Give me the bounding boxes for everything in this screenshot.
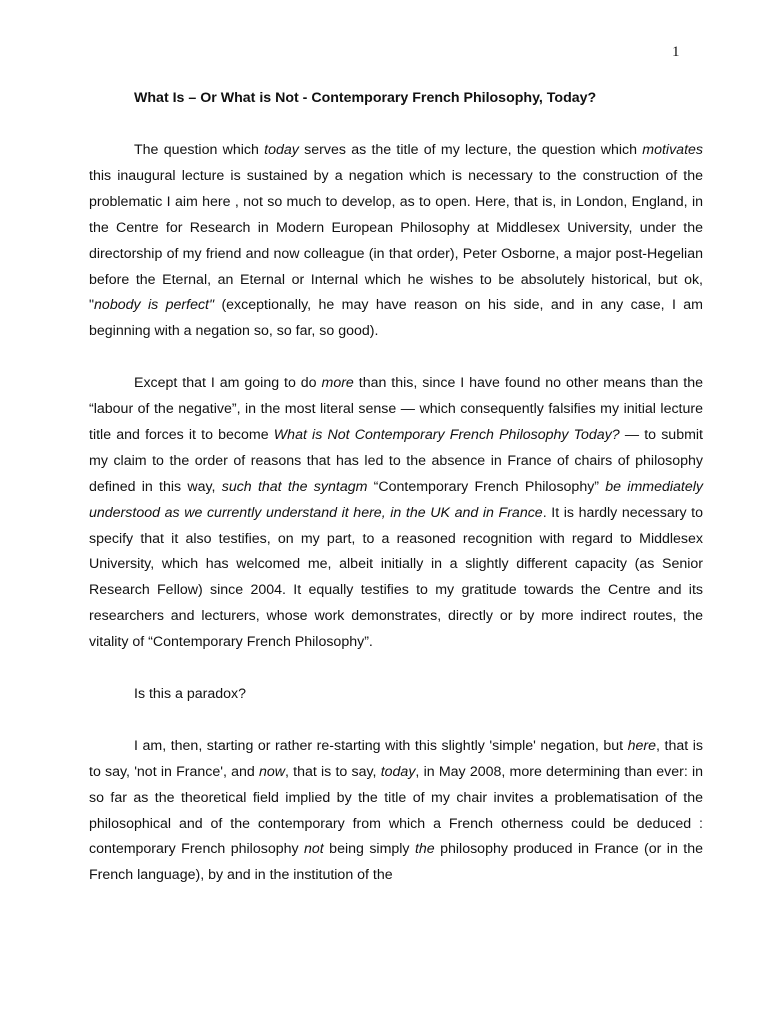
italic-run: the — [414, 841, 435, 858]
text-run: (exceptionally, he may have reason on his side, and in any case, I am beginning with a negation so, so far, so good). — [89, 297, 703, 340]
text-run: , that is to say, — [285, 763, 381, 780]
italic-run: now — [258, 763, 286, 780]
text-run: being simply — [323, 841, 415, 858]
italic-run: more — [321, 375, 354, 392]
italic-run: motivates — [642, 142, 703, 158]
text-run: , that is to say, 'not in France', and — [89, 737, 703, 780]
text-run: “Contemporary French Philosophy” — [367, 478, 606, 495]
text-run: I am, then, starting or rather re-starting with this slightly 'simple' negation, but — [134, 737, 628, 754]
italic-run: such that the syntagm — [221, 478, 368, 495]
italic-run: not — [304, 841, 324, 858]
text-run: , in May 2008, more determining than ever: in so far as the theoretical field implied by the title of my chair invites a problematisation of the philosophical and of the contemporary from which a French otherness could be deduced : contemporary French philosophy — [89, 763, 704, 858]
page-number: 1 — [672, 44, 680, 60]
text-run: than this, since I have found no other means than the “labour of the negative”, in the most literal sense — which consequently falsifies my initial lecture title and forces it to become — [89, 375, 703, 443]
paragraph — [89, 682, 703, 708]
document-body — [89, 138, 703, 889]
italic-run: today — [264, 142, 299, 158]
paragraph — [89, 371, 703, 656]
document-title: What Is – Or What is Not - Contemporary French Philosophy, Today? — [134, 90, 597, 106]
text-run: philosophy produced in France (or in the French language), by and in the institution of the — [89, 841, 703, 884]
text-run: serves as the title of my lecture, the question which — [298, 142, 643, 158]
text-run: The question which — [134, 142, 265, 158]
italic-run: What is Not Contemporary French Philosophy Today? — [273, 426, 620, 443]
text-run: . It is hardly necessary to specify that it also testifies, on my part, to a reasoned recognition with regard to Middlesex University, which has welcomed me, albeit initially in a slightly different capacity (as Senior Research Fellow) since 2004. It equally testifies to my gratitude towards the Centre and its researchers and lecturers, whose work demonstrates, directly or by more indirect routes, the vitality of “Contemporary French Philosophy”. — [89, 504, 703, 651]
text-run: — to submit my claim to the order of reasons that has led to the absence in France of chairs of philosophy defined in this way, — [89, 426, 703, 495]
text-run: this inaugural lecture is sustained by a negation which is necessary to the construction of the problematic I aim here , not so much to develop, as to open. Here, that is, in London, England, in the Centre for Research in Modern European Philosophy at Middlesex University, under the directorship of my friend and now colleague (in that order), Peter Osborne, a major post-Hegelian before the Eternal, an Eternal or Internal which he wishes to be absolutely historical, but ok, " — [89, 167, 703, 314]
text-run: Is this a paradox? — [134, 686, 246, 702]
text-run: Except that I am going to do — [134, 375, 322, 392]
italic-run: nobody is perfect" — [94, 297, 215, 314]
paragraph — [89, 734, 703, 889]
italic-run: today — [380, 763, 416, 780]
paragraph — [89, 138, 703, 345]
italic-run: here — [627, 737, 657, 754]
italic-run: be immediately understood as we currently understand it here, in the UK and in France — [89, 478, 703, 521]
